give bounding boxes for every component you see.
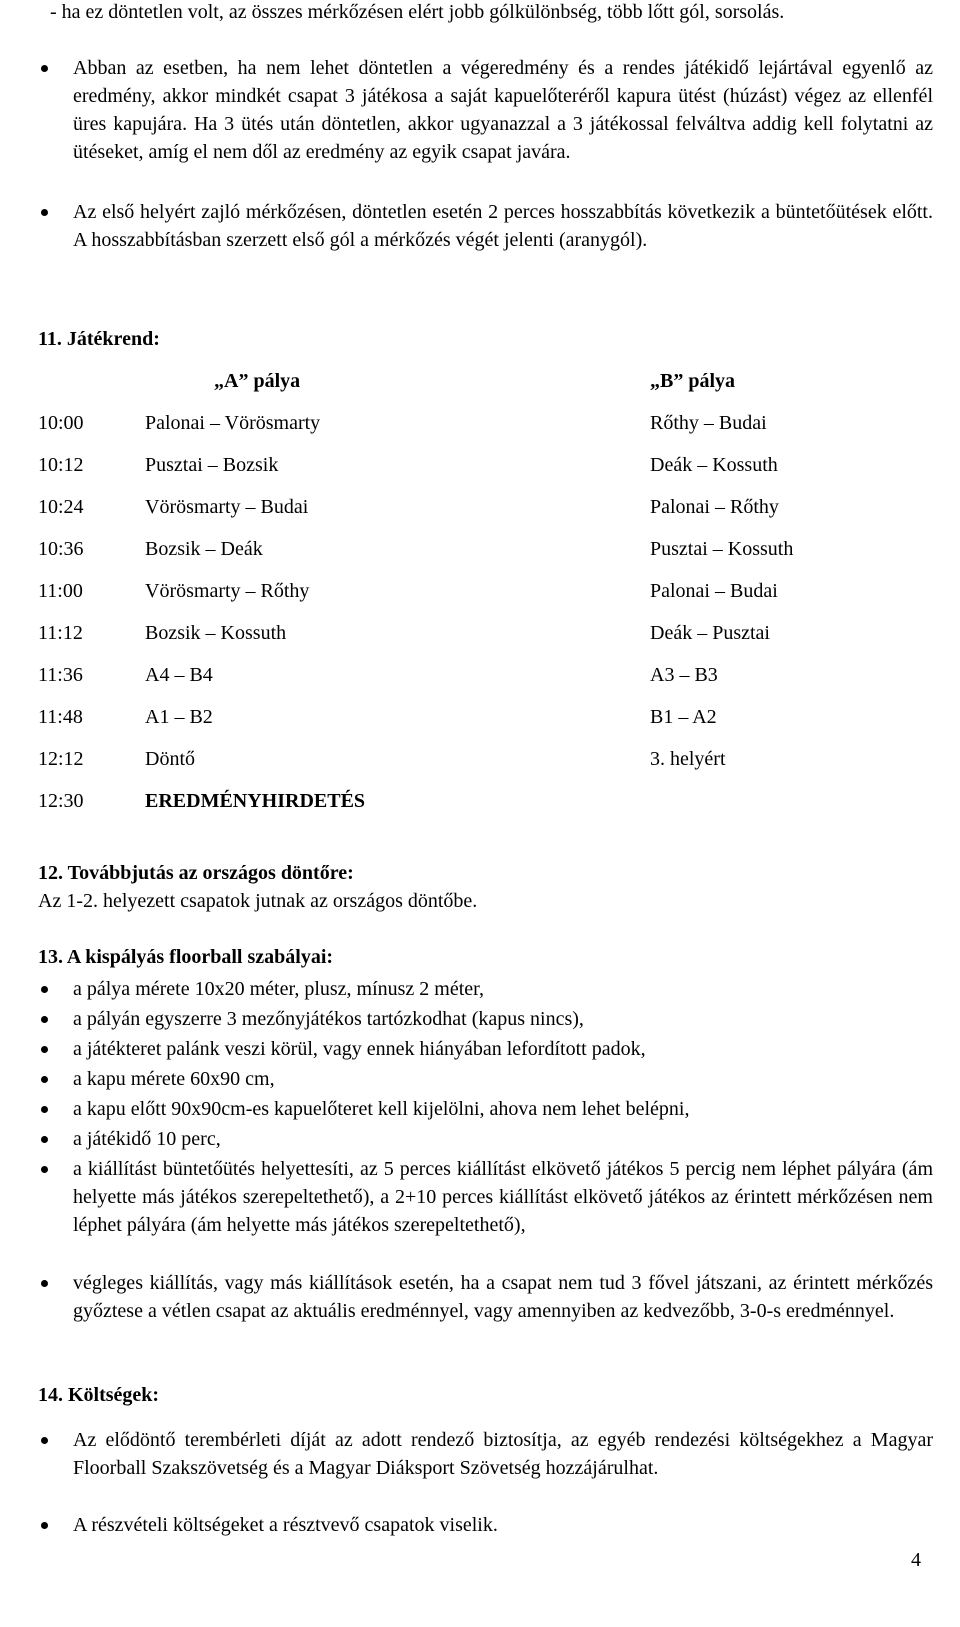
list-item-text: A részvételi költségeket a résztvevő csapatok viselik.: [73, 1514, 498, 1536]
list-item-text: a játékidő 10 perc,: [73, 1128, 221, 1150]
intro-continuation: - ha ez döntetlen volt, az összes mérkőzésen elért jobb gólkülönbség, több lőtt gól, sorsolás.: [50, 1, 785, 23]
section-title-advancement: 12. Továbbjutás az országos döntőre:: [38, 862, 354, 884]
table-row: [38, 535, 938, 563]
court-b-match: B1 – A2: [650, 706, 717, 728]
match-time: 11:48: [38, 706, 83, 728]
court-b-match: 3. helyért: [650, 748, 726, 770]
bullet-icon: [41, 1437, 48, 1444]
section-title-rules: 13. A kispályás floorball szabályai:: [38, 946, 334, 968]
match-time: 11:12: [38, 622, 83, 644]
court-b-match: A3 – B3: [650, 664, 718, 686]
match-time: 10:36: [38, 538, 84, 560]
table-row: [38, 787, 938, 815]
table-row: [38, 703, 938, 731]
list-item-text: Abban az esetben, ha nem lehet döntetlen a végeredmény és a rendes játékidő lejártával egyenlő az eredmény, akkor mindkét csapat 3 játékosa a saját kapuelőteréről kapura ütést (húzást) végez az ellenfél üres kapujára. Ha 3 ütés után döntetlen, akkor ugyanazzal a 3 játékossal felváltva addig kell folytatni az ütéseket, amíg el nem dől az eredmény az egyik csapat javára.: [73, 57, 933, 163]
match-time: 10:00: [38, 412, 84, 434]
list-item-text: a pálya mérete 10x20 méter, plusz, mínusz 2 méter,: [73, 978, 485, 1000]
advancement-text: Az 1-2. helyezett csapatok jutnak az országos döntőbe.: [38, 890, 478, 912]
section-title-schedule: 11. Játékrend:: [38, 328, 160, 350]
court-b-match: Deák – Kossuth: [650, 454, 778, 476]
bullet-icon: [41, 209, 48, 216]
court-b-match: Palonai – Rőthy: [650, 496, 779, 518]
bullet-icon: [41, 1280, 48, 1287]
bullet-icon: [41, 65, 48, 72]
court-a-match: Pusztai – Bozsik: [145, 454, 279, 476]
court-a-match: EREDMÉNYHIRDETÉS: [145, 790, 366, 812]
bullet-icon: [41, 1136, 48, 1143]
bullet-icon: [41, 1016, 48, 1023]
list-item-text: a pályán egyszerre 3 mezőnyjátékos tartózkodhat (kapus nincs),: [73, 1008, 584, 1030]
list-item-text: a kiállítást büntetőütés helyettesíti, az 5 perces kiállítást elkövető játékos 5 percig nem léphet pályára (ám helyette más játékos szerepeltethető), a 2+10 perces kiállítást elkövető játékos az érintett mérkőzésen nem léphet pályára (ám helyette más játékos szerepeltethető),: [73, 1158, 933, 1236]
match-time: 12:30: [38, 790, 84, 812]
match-time: 10:24: [38, 496, 84, 518]
list-item-text: végleges kiállítás, vagy más kiállítások esetén, ha a csapat nem tud 3 fővel játszani, az érintett mérkőzés győztese a vétlen csapat az aktuális eredménnyel, vagy amennyiben az kedvezőbb, 3-0-s eredménnyel.: [73, 1272, 933, 1322]
court-a-match: Bozsik – Deák: [145, 538, 263, 560]
court-b-match: Palonai – Budai: [650, 580, 778, 602]
list-item-text: a játékteret palánk veszi körül, vagy ennek hiányában lefordított padok,: [73, 1038, 646, 1060]
court-a-match: A4 – B4: [145, 664, 213, 686]
list-item-text: a kapu mérete 60x90 cm,: [73, 1068, 275, 1090]
court-a-match: Palonai – Vörösmarty: [145, 412, 321, 434]
court-a-match: Döntő: [145, 748, 195, 770]
bullet-icon: [41, 1106, 48, 1113]
page-number: 4: [911, 1549, 921, 1571]
court-b-heading: „B” pálya: [650, 370, 736, 392]
match-time: 10:12: [38, 454, 84, 476]
table-row: [38, 745, 938, 773]
list-item-text: Az első helyért zajló mérkőzésen, döntetlen esetén 2 perces hosszabbítás következik a büntetőütések előtt. A hosszabbításban szerzett első gól a mérkőzés végét jelenti (aranygól).: [73, 201, 933, 251]
bullet-icon: [41, 1076, 48, 1083]
court-a-match: A1 – B2: [145, 706, 213, 728]
bullet-icon: [41, 1046, 48, 1053]
court-b-match: Deák – Pusztai: [650, 622, 770, 644]
court-a-match: Vörösmarty – Rőthy: [145, 580, 310, 602]
court-a-match: Vörösmarty – Budai: [145, 496, 309, 518]
bullet-icon: [41, 1166, 48, 1173]
list-item-text: Az elődöntő terembérleti díját az adott rendező biztosítja, az egyéb rendezési költségekhez a Magyar Floorball Szakszövetség és a Magyar Diáksport Szövetség hozzájárulhat.: [73, 1429, 933, 1479]
bullet-icon: [41, 1522, 48, 1529]
table-row: [38, 493, 938, 521]
court-b-match: Rőthy – Budai: [650, 412, 767, 434]
match-time: 11:00: [38, 580, 83, 602]
list-item-text: a kapu előtt 90x90cm-es kapuelőteret kell kijelölni, ahova nem lehet belépni,: [73, 1098, 690, 1120]
table-row: [38, 619, 938, 647]
court-a-heading: „A” pálya: [214, 370, 301, 392]
table-row: [38, 409, 938, 437]
court-b-match: Pusztai – Kossuth: [650, 538, 794, 560]
section-title-costs: 14. Költségek:: [38, 1384, 160, 1406]
bullet-icon: [41, 986, 48, 993]
match-time: 12:12: [38, 748, 84, 770]
table-row: [38, 661, 938, 689]
table-row: [38, 577, 938, 605]
court-a-match: Bozsik – Kossuth: [145, 622, 287, 644]
table-row: [38, 451, 938, 479]
match-time: 11:36: [38, 664, 83, 686]
